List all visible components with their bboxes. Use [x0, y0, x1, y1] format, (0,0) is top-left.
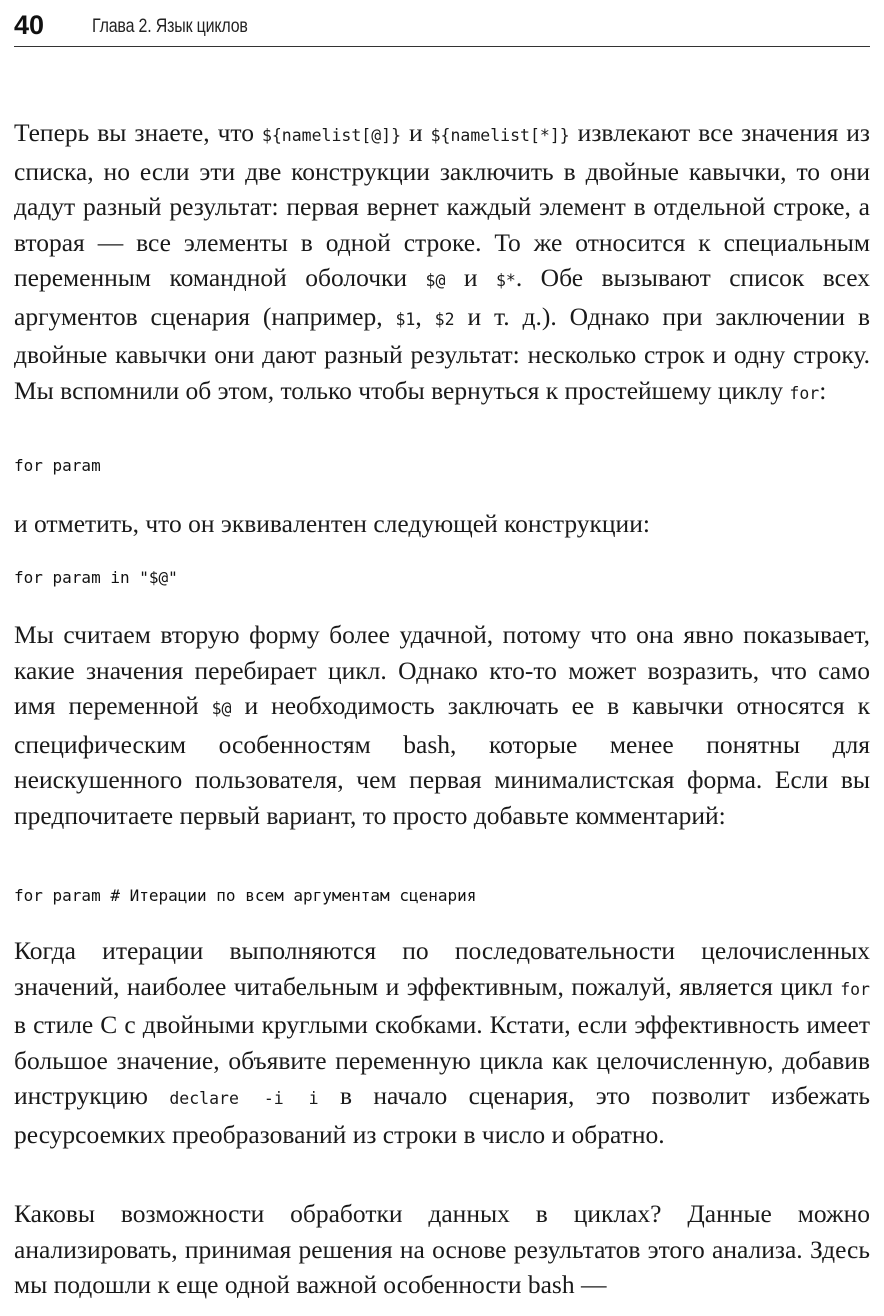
inline-code: $*	[495, 271, 516, 290]
paragraph-second-form	[14, 617, 870, 833]
paragraph-equivalent: и отметить, что он эквивалентен следующей конструкции:	[14, 509, 650, 538]
inline-code: declare -i i	[169, 1089, 319, 1108]
paragraph-c-style-loop	[14, 933, 870, 1152]
text: в начало сценария, это позволит избежать ресурсоемких преобразований из строки в число и обратно.	[14, 1081, 870, 1149]
code-block-for-param: for param	[14, 456, 101, 475]
inline-code: ${namelist[@]}	[261, 126, 402, 145]
text: Теперь вы знаете, что	[14, 118, 262, 147]
text: в стиле C с двойными круглыми скобками. Кстати, если эффективность имеет большое значение, объявите переменную цикла как целочисленную, добавив инструкцию	[14, 1010, 870, 1110]
paragraph-data-processing: Каковы возможности обработки данных в циклах? Данные можно анализировать, принимая решения на основе результатов этого анализа. Здесь мы подошли к еще одной важной особенности bash —	[14, 1199, 870, 1299]
paragraph-namelist	[14, 115, 870, 411]
text: Когда итерации выполняются по последовательности целочисленных значений, наиболее читабельным и эффективным, пожалуй, является цикл	[14, 936, 870, 1001]
text: и	[445, 263, 496, 292]
text: и	[401, 118, 431, 147]
text: :	[819, 375, 827, 405]
inline-code: $@	[425, 271, 446, 290]
text: . Обе вызывают список всех аргументов сценария (например,	[14, 263, 870, 331]
code-block-for-param-in: for param in "$@"	[14, 568, 178, 587]
text: и необходимость заключать ее в кавычки относятся к специфическим особенностям bash, которые менее понятны для неискушенного пользователя, чем первая минималистская форма. Если вы предпочитаете первый вариант, то просто добавьте комментарий:	[14, 691, 870, 830]
text: Мы считаем вторую форму более удачной, потому что она явно показывает, какие значения перебирает цикл. Однако кто-то может возразить, что само имя переменной	[14, 620, 870, 720]
inline-code: ${namelist[*]}	[430, 126, 570, 145]
chapter-title: Глава 2. Язык циклов	[92, 16, 248, 37]
code-block-comment: for param # Итерации по всем аргументам сценария	[14, 886, 477, 905]
page-number: 40	[14, 10, 45, 40]
text: и т. д.). Однако при заключении в двойные кавычки они дают разный результат: несколько строк и одну строку. Мы вспомнили об этом, только чтобы вернуться к простейшему циклу	[14, 301, 871, 405]
inline-code: for	[789, 383, 820, 403]
text: извлекают все значения из списка, но если эти две конструкции заключить в двойные кавычки, то они дадут разный результат: первая вернет каждый элемент в отдельной строке, а вторая — все элементы в одной строке. То же относится к специальным переменным командной оболочки	[14, 118, 871, 292]
text: ,	[415, 301, 435, 331]
inline-code: $2	[434, 309, 455, 329]
inline-code: $1	[395, 309, 416, 329]
inline-code: for	[840, 979, 870, 999]
inline-code: $@	[211, 699, 232, 718]
page-header	[14, 6, 870, 47]
